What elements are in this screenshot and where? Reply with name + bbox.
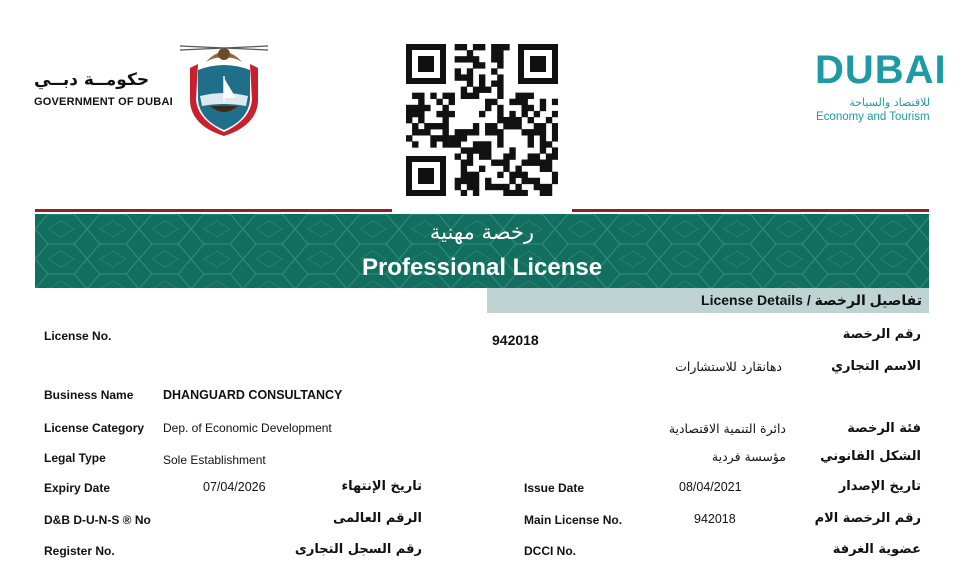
qr-module: [442, 105, 448, 111]
qr-module: [461, 87, 467, 93]
qr-module: [479, 166, 485, 172]
qr-module: [497, 87, 503, 93]
qr-module: [497, 172, 503, 178]
qr-module: [412, 129, 418, 135]
qr-module: [473, 178, 479, 184]
qr-module: [461, 166, 467, 172]
qr-module: [455, 141, 461, 147]
qr-module: [467, 160, 473, 166]
qr-module: [436, 99, 442, 105]
qr-module: [424, 123, 430, 129]
qr-module: [528, 135, 534, 141]
qr-module: [503, 153, 509, 159]
qr-module: [430, 93, 436, 99]
qr-module: [479, 111, 485, 117]
qr-module: [473, 56, 479, 62]
qr-module: [467, 153, 473, 159]
qr-module: [552, 129, 558, 135]
qr-module: [406, 135, 412, 141]
qr-module: [406, 105, 412, 111]
qr-module: [497, 117, 503, 123]
qr-module: [455, 129, 461, 135]
qr-module: [442, 117, 448, 123]
qr-module: [515, 190, 521, 196]
qr-module: [473, 123, 479, 129]
qr-code-icon: [406, 44, 558, 196]
qr-module: [540, 160, 546, 166]
license-category-label: License Category: [44, 421, 145, 435]
qr-module: [515, 117, 521, 123]
qr-module: [485, 105, 491, 111]
qr-module: [497, 62, 503, 68]
qr-module: [485, 153, 491, 159]
qr-module: [479, 141, 485, 147]
qr-module: [479, 74, 485, 80]
license-no-label-ar: رقم الرخصة: [842, 327, 921, 342]
qr-module: [449, 111, 455, 117]
qr-module: [455, 153, 461, 159]
qr-module: [442, 93, 448, 99]
qr-module: [509, 153, 515, 159]
qr-module: [406, 117, 412, 123]
qr-module: [515, 99, 521, 105]
qr-module: [497, 56, 503, 62]
qr-module: [461, 135, 467, 141]
qr-module: [503, 123, 509, 129]
trade-name-value-ar: دهانقارد للاستشارات: [675, 359, 782, 374]
qr-module: [503, 117, 509, 123]
qr-module: [552, 178, 558, 184]
qr-module: [418, 129, 424, 135]
qr-module: [485, 129, 491, 135]
qr-module: [455, 135, 461, 141]
qr-module: [455, 56, 461, 62]
qr-module: [436, 123, 442, 129]
qr-module: [497, 141, 503, 147]
trade-name-label-ar: الاسم التجاري: [831, 359, 921, 374]
qr-module: [552, 111, 558, 117]
qr-module: [540, 129, 546, 135]
qr-module: [540, 190, 546, 196]
issue-date-value: 08/04/2021: [679, 480, 742, 494]
qr-module: [461, 172, 467, 178]
qr-module: [497, 129, 503, 135]
qr-module: [528, 129, 534, 135]
expiry-date-label-ar: تاريخ الإنتهاء: [341, 479, 422, 494]
expiry-date-label: Expiry Date: [44, 481, 111, 495]
qr-module: [509, 190, 515, 196]
qr-module: [473, 93, 479, 99]
qr-module: [515, 172, 521, 178]
qr-module: [515, 166, 521, 172]
qr-module: [485, 123, 491, 129]
qr-module: [479, 62, 485, 68]
qr-module: [479, 44, 485, 50]
qr-module: [522, 190, 528, 196]
qr-module: [491, 56, 497, 62]
qr-module: [497, 44, 503, 50]
license-category-label-ar: فئة الرخصة: [847, 421, 921, 436]
qr-module: [461, 74, 467, 80]
qr-module: [552, 147, 558, 153]
qr-module: [491, 123, 497, 129]
qr-module: [479, 153, 485, 159]
qr-module: [497, 105, 503, 111]
qr-module: [491, 68, 497, 74]
legal-type-label: Legal Type: [44, 451, 106, 465]
qr-module: [509, 117, 515, 123]
qr-module: [497, 135, 503, 141]
qr-module: [491, 99, 497, 105]
qr-module: [534, 111, 540, 117]
qr-module: [467, 93, 473, 99]
duns-label-ar: الرقم العالمى: [333, 511, 422, 526]
qr-module: [528, 153, 534, 159]
qr-module: [546, 117, 552, 123]
qr-module: [485, 87, 491, 93]
main-license-label-ar: رقم الرخصة الام: [814, 511, 921, 526]
qr-module: [449, 135, 455, 141]
qr-module: [534, 123, 540, 129]
qr-module: [497, 184, 503, 190]
qr-module: [473, 62, 479, 68]
qr-module: [418, 111, 424, 117]
qr-module: [503, 190, 509, 196]
qr-module: [461, 93, 467, 99]
qr-module: [467, 50, 473, 56]
qr-module: [503, 44, 509, 50]
rule-gap: [392, 204, 572, 214]
qr-module: [455, 74, 461, 80]
register-no-label-ar: رقم السجل التجارى: [294, 542, 422, 557]
qr-module: [442, 111, 448, 117]
license-category-value: Dep. of Economic Development: [163, 421, 332, 435]
qr-module: [509, 178, 515, 184]
qr-module: [497, 74, 503, 80]
business-name-label: Business Name: [44, 388, 134, 402]
qr-module: [467, 129, 473, 135]
qr-module: [418, 105, 424, 111]
qr-module: [522, 160, 528, 166]
qr-module: [430, 135, 436, 141]
qr-module: [412, 93, 418, 99]
dubai-emblem-icon: [176, 40, 272, 136]
license-category-value-ar: دائرة التنمية الاقتصادية: [668, 421, 786, 436]
qr-module: [534, 129, 540, 135]
qr-module: [473, 190, 479, 196]
qr-module: [522, 93, 528, 99]
qr-module: [442, 141, 448, 147]
qr-module: [442, 123, 448, 129]
license-no-label: License No.: [44, 329, 112, 343]
qr-module: [424, 105, 430, 111]
qr-module: [485, 99, 491, 105]
qr-module: [522, 178, 528, 184]
qr-module: [479, 87, 485, 93]
qr-module: [515, 184, 521, 190]
qr-module: [455, 184, 461, 190]
qr-module: [491, 160, 497, 166]
qr-module: [424, 129, 430, 135]
qr-module: [552, 153, 558, 159]
qr-module: [540, 99, 546, 105]
qr-module: [546, 184, 552, 190]
license-no-value: 942018: [492, 332, 539, 348]
qr-module: [552, 135, 558, 141]
qr-module: [449, 141, 455, 147]
banner-title-en: Professional License: [361, 254, 603, 281]
qr-module: [473, 147, 479, 153]
qr-module: [467, 68, 473, 74]
qr-module: [528, 105, 534, 111]
qr-module: [534, 178, 540, 184]
qr-module: [461, 178, 467, 184]
dcci-no-label: DCCI No.: [524, 544, 576, 558]
qr-module: [467, 74, 473, 80]
main-license-value: 942018: [694, 512, 736, 526]
qr-module: [412, 141, 418, 147]
qr-module: [528, 141, 534, 147]
qr-module: [497, 160, 503, 166]
main-license-label: Main License No.: [524, 513, 623, 527]
qr-module: [509, 147, 515, 153]
qr-module: [509, 111, 515, 117]
business-name-value: DHANGUARD CONSULTANCY: [163, 388, 343, 402]
dcci-no-label-ar: عضوية الغرفة: [832, 542, 921, 557]
qr-module: [491, 44, 497, 50]
qr-module: [497, 80, 503, 86]
qr-module: [473, 129, 479, 135]
qr-module: [509, 172, 515, 178]
qr-module: [473, 44, 479, 50]
qr-module: [430, 123, 436, 129]
qr-module: [436, 135, 442, 141]
qr-module: [534, 160, 540, 166]
duns-label: D&B D-U-N-S ® No: [44, 513, 151, 527]
qr-module: [412, 111, 418, 117]
qr-module: [467, 147, 473, 153]
qr-module: [503, 160, 509, 166]
qr-module: [534, 184, 540, 190]
qr-module: [467, 80, 473, 86]
qr-module: [497, 93, 503, 99]
qr-module: [467, 56, 473, 62]
qr-module: [540, 141, 546, 147]
qr-module: [461, 44, 467, 50]
qr-module: [473, 141, 479, 147]
qr-module: [540, 184, 546, 190]
gov-name-en: GOVERNMENT OF DUBAI: [34, 96, 173, 108]
qr-module: [522, 105, 528, 111]
qr-module: [522, 129, 528, 135]
qr-module: [467, 184, 473, 190]
dept-name-en: Economy and Tourism: [816, 111, 930, 123]
qr-module: [418, 99, 424, 105]
qr-module: [418, 93, 424, 99]
expiry-date-value: 07/04/2026: [203, 480, 266, 494]
qr-module: [473, 184, 479, 190]
banner-title-ar: رخصة مهنية: [429, 220, 535, 244]
legal-type-value: Sole Establishment: [163, 453, 266, 467]
qr-module: [461, 190, 467, 196]
qr-module: [522, 172, 528, 178]
qr-module: [491, 50, 497, 56]
qr-module: [479, 147, 485, 153]
issue-date-label-ar: تاريخ الإصدار: [838, 479, 921, 494]
qr-module: [515, 93, 521, 99]
qr-module: [455, 178, 461, 184]
qr-module: [528, 117, 534, 123]
qr-module: [455, 68, 461, 74]
qr-module: [455, 44, 461, 50]
qr-module: [540, 166, 546, 172]
qr-module: [412, 105, 418, 111]
qr-module: [546, 160, 552, 166]
qr-module: [473, 87, 479, 93]
qr-module: [491, 129, 497, 135]
qr-module: [436, 111, 442, 117]
qr-module: [522, 99, 528, 105]
qr-module: [528, 160, 534, 166]
qr-module: [430, 141, 436, 147]
qr-module: [485, 147, 491, 153]
qr-module: [491, 80, 497, 86]
qr-module: [449, 93, 455, 99]
qr-module: [534, 153, 540, 159]
qr-module: [418, 117, 424, 123]
qr-module: [467, 172, 473, 178]
dept-name-ar: للاقتصاد والسياحة: [849, 96, 930, 109]
qr-module: [515, 123, 521, 129]
qr-module: [509, 123, 515, 129]
qr-module: [442, 135, 448, 141]
qr-module: [461, 160, 467, 166]
qr-module: [540, 147, 546, 153]
qr-module: [485, 141, 491, 147]
qr-module: [479, 80, 485, 86]
legal-type-value-ar: مؤسسة فردية: [711, 449, 786, 464]
qr-module: [503, 184, 509, 190]
legal-type-label-ar: الشكل القانوني: [820, 449, 921, 464]
dubai-economy-logo: DUBAI: [815, 48, 947, 92]
qr-module: [461, 129, 467, 135]
qr-module: [546, 153, 552, 159]
qr-module: [552, 172, 558, 178]
qr-module: [491, 184, 497, 190]
qr-module: [406, 111, 412, 117]
qr-module: [546, 166, 552, 172]
qr-module: [412, 123, 418, 129]
qr-module: [467, 178, 473, 184]
qr-module: [449, 99, 455, 105]
issue-date-label: Issue Date: [524, 481, 585, 495]
qr-module: [497, 111, 503, 117]
qr-module: [473, 172, 479, 178]
qr-module: [485, 184, 491, 190]
qr-module: [528, 178, 534, 184]
qr-module: [528, 93, 534, 99]
qr-module: [540, 123, 546, 129]
qr-module: [552, 123, 558, 129]
qr-module: [503, 166, 509, 172]
qr-module: [461, 56, 467, 62]
qr-module: [552, 99, 558, 105]
qr-module: [485, 178, 491, 184]
register-no-label: Register No.: [44, 544, 115, 558]
qr-module: [442, 129, 448, 135]
qr-module: [540, 135, 546, 141]
qr-module: [546, 190, 552, 196]
qr-module: [546, 141, 552, 147]
gov-name-ar: حكومــة دبــي: [34, 70, 150, 90]
qr-module: [497, 50, 503, 56]
qr-module: [522, 111, 528, 117]
details-title: تفاصيل الرخصة / License Details: [701, 292, 922, 308]
qr-module: [509, 99, 515, 105]
qr-module: [461, 147, 467, 153]
qr-module: [540, 105, 546, 111]
